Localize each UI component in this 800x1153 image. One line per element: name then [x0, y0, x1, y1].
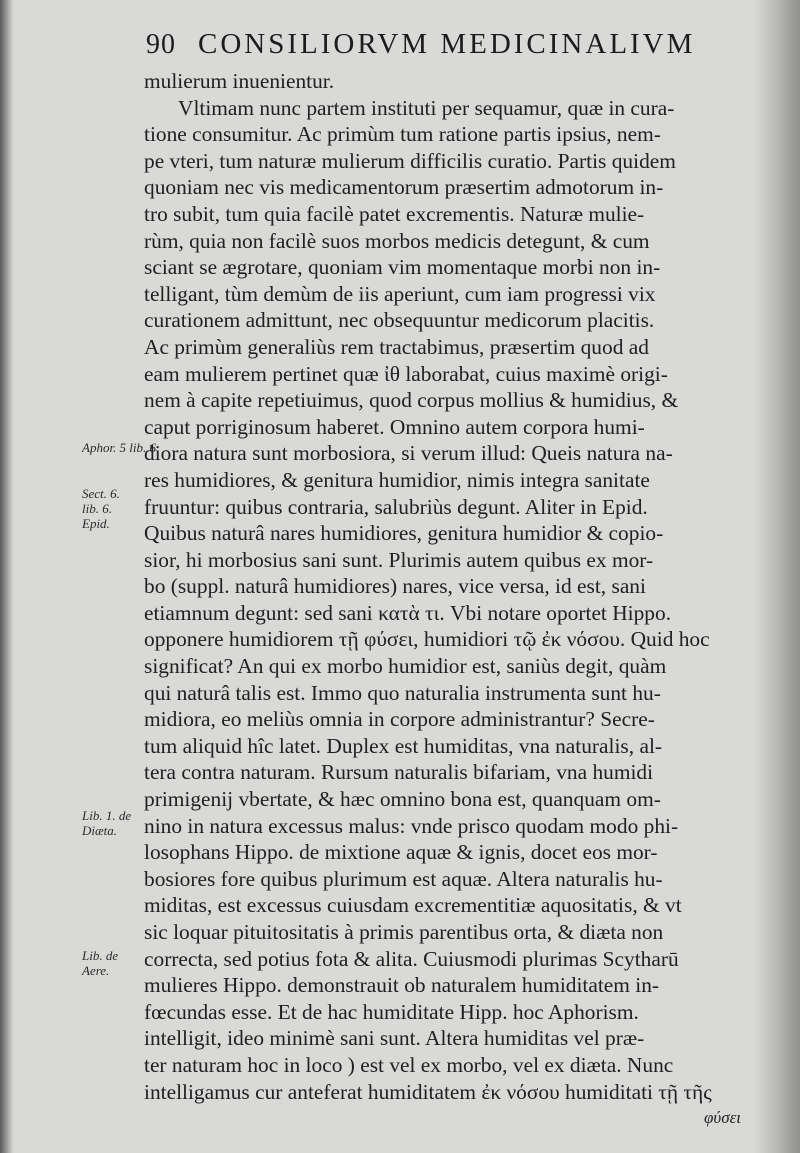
text-line: sic loquar pituitositatis à primis parentibus orta, & diæta non — [144, 920, 664, 944]
text-line: fruuntur: quibus contraria, salubriùs degunt. Aliter in Epid. — [144, 494, 648, 519]
text-line: fœcundas esse. Et de hac humiditate Hipp. hoc Aphorism. — [144, 999, 639, 1024]
text-line: tro subit, tum quia facilè patet excrementis. Naturæ mulie- — [144, 201, 645, 226]
text-line: sior, hi morbosius sani sunt. Plurimis autem quibus ex mor- — [144, 547, 654, 572]
text-line: sciant se ægrotare, quoniam vim momentaque morbi non in- — [144, 255, 661, 280]
text-line: bosiores fore quibus plurimum est aquæ. Altera naturalis hu- — [144, 866, 663, 891]
text-line: bo (suppl. naturâ humidiores) nares, vice versa, id est, sani — [144, 574, 646, 599]
text-line: quoniam nec vis medicamentorum præsertim admotorum in- — [144, 175, 664, 200]
text-line: diora natura sunt morbosiora, si verum illud: Queis natura na- — [144, 441, 673, 466]
text-line: tera contra naturam. Rursum naturalis bifariam, vna humidi — [144, 760, 654, 785]
text-line: curationem admittunt, nec obsequuntur medicorum placitis. — [144, 308, 655, 333]
text-line: opponere humidiorem τῇ φύσει, humidiori τῷ ἐκ νόσου. Quid hoc — [144, 627, 710, 652]
margin-note: Aphor. 5 lib. 6 — [82, 440, 157, 455]
text-line: midiora, eo meliùs omnia in corpore administrantur? Secre- — [144, 707, 655, 732]
text-line: tum aliquid hîc latet. Duplex est humiditas, vna naturalis, al- — [144, 733, 663, 758]
text-line: losophans Hippo. de mixtione aquæ & ignis, docet eos mor- — [144, 840, 658, 865]
catchword: φύσει — [704, 1108, 742, 1127]
text-line: primigenij vbertate, & hæc omnino bona est, quanquam om- — [144, 787, 661, 812]
margin-note: Lib. 1. de Diæta. — [82, 808, 132, 838]
text-line: nem à capite repetiuimus, quod corpus mollius & humidius, & — [144, 388, 679, 413]
text-line: eam mulierem pertinet quæ ἰθ laborabat, cuius maximè origi- — [144, 361, 668, 386]
text-line: significat? An qui ex morbo humidior est, saniùs degit, quàm — [144, 654, 667, 679]
text-line: res humidiores, & genitura humidior, nimis integra sanitate — [144, 467, 650, 492]
body-text — [144, 68, 766, 1105]
text-line: qui naturâ talis est. Immo quo naturalia instrumenta sunt hu- — [144, 680, 661, 705]
text-line: mulieres Hippo. demonstrauit ob naturalem humiditatem in- — [144, 973, 660, 998]
text-line: Vltimam nunc partem instituti per sequamur, quæ in cura- — [178, 95, 675, 120]
page-number: 90 — [146, 29, 176, 60]
margin-note: Sect. 6. lib. 6. Epid. — [82, 486, 120, 531]
text-line: Quibus naturâ nares humidiores, genitura humidior & copio- — [144, 521, 664, 546]
margin-note: Lib. de Aere. — [82, 948, 119, 978]
text-line: etiamnum degunt: sed sani κατὰ τι. Vbi notare oportet Hippo. — [144, 600, 672, 625]
text-line: intelligamus cur anteferat humiditatem ἐκ νόσου humiditati τῇ τῆς — [144, 1079, 712, 1104]
text-line: rùm, quia non facilè suos morbos medicis detegunt, & cum — [144, 228, 650, 253]
page-header — [146, 28, 766, 70]
text-line: tione consumitur. Ac primùm tum ratione partis ipsius, nem- — [144, 122, 661, 147]
text-line: intelligit, ideo minimè sani sunt. Altera humiditas vel præ- — [144, 1026, 645, 1051]
text-line: correcta, sed potius fota & alita. Cuiusmodi plurimas Scytharū — [144, 946, 679, 971]
text-line: caput porriginosum haberet. Omnino autem corpora humi- — [144, 414, 645, 439]
text-line: ter naturam hoc in loco ) est vel ex morbo, vel ex diæta. Nunc — [144, 1052, 674, 1077]
text-line: telligant, tùm demùm de iis aperiunt, cum iam progressi vix — [144, 281, 656, 306]
text-line: miditas, est excessus cuiusdam excrementitiæ aquositatis, & vt — [144, 893, 682, 918]
text-line: pe vteri, tum naturæ mulierum difficilis curatio. Partis quidem — [144, 148, 676, 173]
running-title: CONSILIORVM MEDICINALIVM — [198, 28, 696, 60]
text-line: mulierum inuenientur. — [144, 69, 335, 93]
text-line: nino in natura excessus malus: vnde prisco quodam modo phi- — [144, 813, 679, 838]
text-line: Ac primùm generaliùs rem tractabimus, præsertim quod ad — [144, 334, 649, 359]
